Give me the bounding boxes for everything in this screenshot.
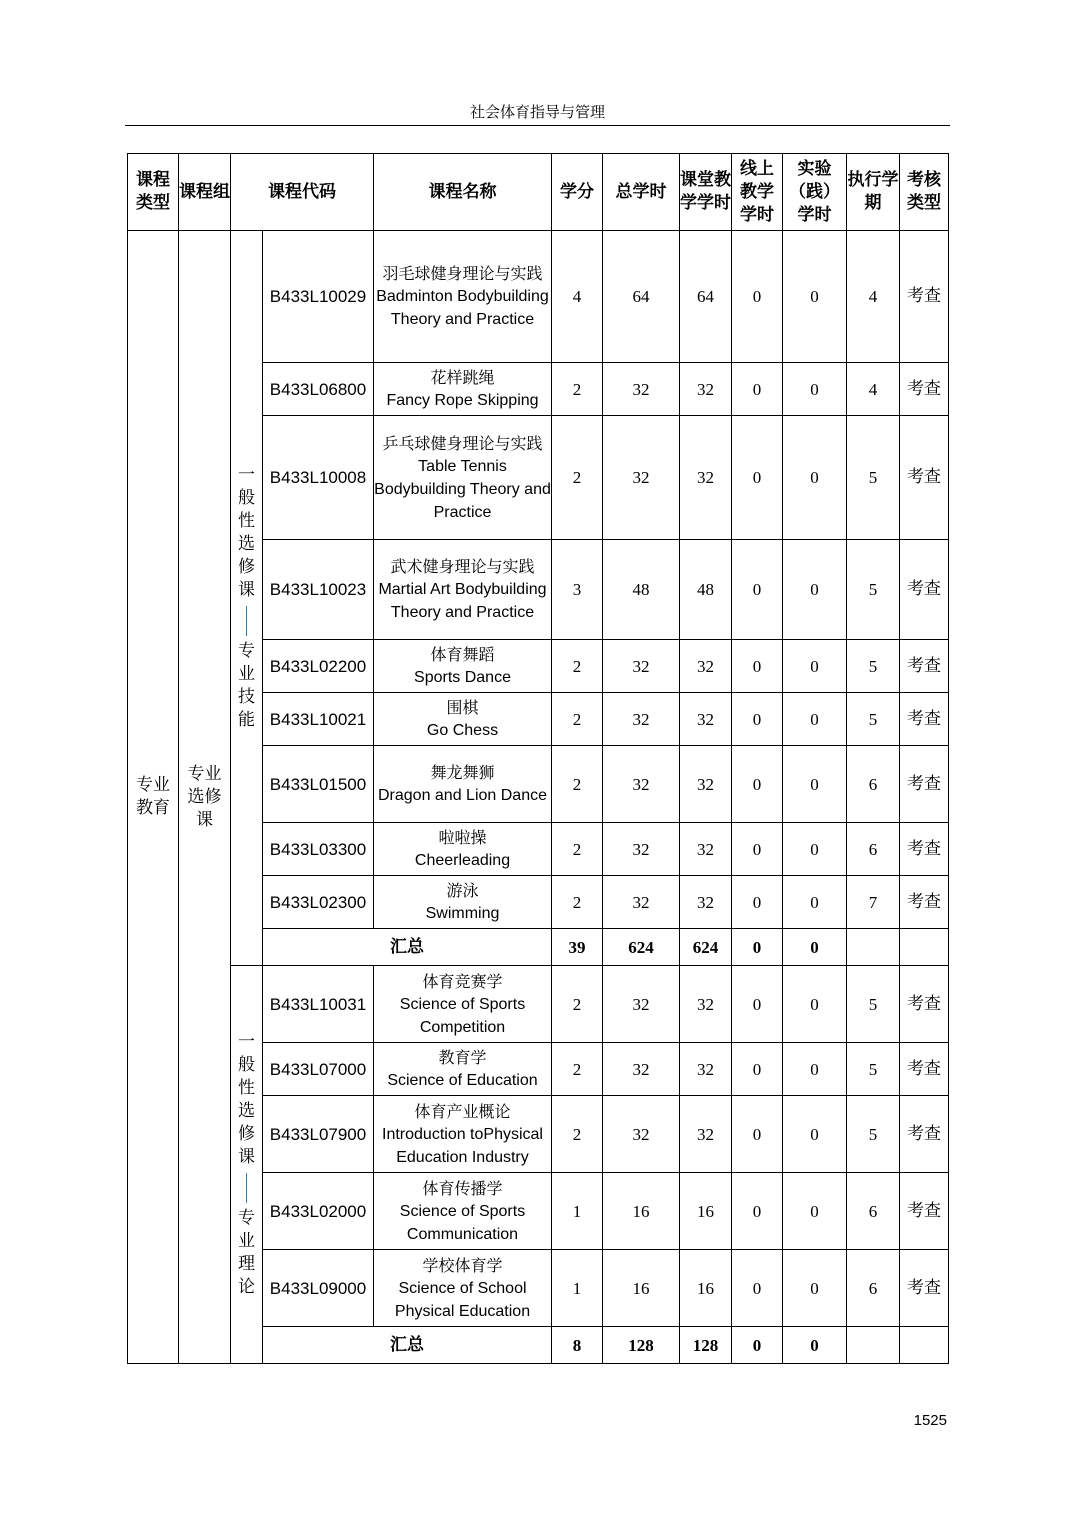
class-hours-cell: 16: [680, 1250, 732, 1327]
course-name-en: Swimming: [425, 905, 500, 922]
course-code: B433L10021: [263, 693, 374, 746]
total-hours-cell: 32: [603, 640, 680, 693]
summary-label: 汇总: [263, 929, 552, 966]
course-name-en: Table Tennis Bodybuilding Theory and Practice: [374, 457, 551, 521]
course-name: [374, 1043, 552, 1096]
class-hours-cell: 64: [680, 231, 732, 363]
summary-credit: 39: [552, 929, 603, 966]
course-group-text: 专业选修课: [187, 763, 222, 830]
course-type-text: 专业教育: [136, 775, 170, 818]
header-semester: 执行学期: [847, 154, 900, 231]
subgroup-divider: [246, 606, 247, 636]
summary-semester-empty: [847, 929, 900, 966]
lab-hours-cell: 0: [783, 416, 847, 540]
course-name-cn: 武术健身理论与实践: [390, 557, 535, 576]
credit-cell: 2: [552, 746, 603, 823]
lab-hours-cell: 0: [783, 1096, 847, 1173]
total-hours-cell: 32: [603, 1096, 680, 1173]
summary-assessment-empty: [900, 1327, 949, 1364]
online-hours-cell: 0: [732, 966, 783, 1043]
course-name: [374, 540, 552, 640]
online-hours-cell: 0: [732, 231, 783, 363]
credit-cell: 2: [552, 693, 603, 746]
course-name: [374, 1096, 552, 1173]
lab-hours-cell: 0: [783, 823, 847, 876]
lab-hours-cell: 0: [783, 640, 847, 693]
semester-cell: 4: [847, 363, 900, 416]
summary-total-hours: 624: [603, 929, 680, 966]
course-name-cn: 体育产业概论: [414, 1101, 511, 1121]
lab-hours-cell: 0: [783, 1173, 847, 1250]
subgroup-divider: [246, 1173, 247, 1203]
online-hours-cell: 0: [732, 416, 783, 540]
class-hours-cell: 32: [680, 746, 732, 823]
online-hours-cell: 0: [732, 640, 783, 693]
semester-cell: 5: [847, 1096, 900, 1173]
semester-cell: 5: [847, 1043, 900, 1096]
header-lab-hours: 实验（践）学时: [783, 154, 847, 231]
course-code: B433L07900: [263, 1096, 374, 1173]
semester-cell: 6: [847, 1173, 900, 1250]
table-row: [128, 966, 949, 1043]
class-hours-cell: 32: [680, 876, 732, 929]
course-name-en: Martial Art Bodybuilding Theory and Practice: [378, 581, 547, 621]
online-hours-cell: 0: [732, 363, 783, 416]
class-hours-cell: 48: [680, 540, 732, 640]
page-number: 1525: [913, 1412, 947, 1429]
credit-cell: 2: [552, 966, 603, 1043]
course-code: B433L01500: [263, 746, 374, 823]
course-name-en: Science of Education: [387, 1072, 538, 1089]
class-hours-cell: 32: [680, 693, 732, 746]
total-hours-cell: 32: [603, 1043, 680, 1096]
course-code: B433L02000: [263, 1173, 374, 1250]
header-row: [128, 154, 949, 231]
table-row: [128, 231, 949, 363]
course-name-cn: 乒乓球健身理论与实践: [382, 433, 543, 453]
assessment-cell: 考查: [900, 693, 949, 746]
header-credit: 学分: [552, 154, 603, 231]
course-name-en: Go Chess: [426, 722, 499, 739]
subgroup-label: [231, 966, 263, 1364]
assessment-cell: 考查: [900, 231, 949, 363]
course-name-en: Badminton Bodybuilding Theory and Practice: [376, 288, 549, 328]
total-hours-cell: 32: [603, 823, 680, 876]
class-hours-cell: 32: [680, 363, 732, 416]
course-name-en: Science of School Physical Education: [394, 1279, 531, 1320]
assessment-cell: 考查: [900, 540, 949, 640]
semester-cell: 5: [847, 416, 900, 540]
course-code: B433L06800: [263, 363, 374, 416]
semester-cell: 6: [847, 823, 900, 876]
course-name-en: Fancy Rope Skipping: [386, 392, 539, 409]
summary-semester-empty: [847, 1327, 900, 1364]
course-name: [374, 640, 552, 693]
credit-cell: 3: [552, 540, 603, 640]
course-name: [374, 823, 552, 876]
assessment-cell: 考查: [900, 1173, 949, 1250]
course-group-cell: [179, 231, 231, 1364]
course-code: B433L03300: [263, 823, 374, 876]
summary-class-hours: 624: [680, 929, 732, 966]
total-hours-cell: 64: [603, 231, 680, 363]
class-hours-cell: 32: [680, 640, 732, 693]
course-name-cn: 学校体育学: [422, 1255, 503, 1275]
subgroup-label-specific: 专业理论: [238, 1207, 255, 1297]
credit-cell: 2: [552, 640, 603, 693]
credit-cell: 4: [552, 231, 603, 363]
lab-hours-cell: 0: [783, 1250, 847, 1327]
lab-hours-cell: 0: [783, 540, 847, 640]
course-code: B433L02200: [263, 640, 374, 693]
total-hours-cell: 48: [603, 540, 680, 640]
total-hours-cell: 16: [603, 1250, 680, 1327]
course-name-cn: 啦啦操: [438, 828, 487, 847]
assessment-cell: 考查: [900, 746, 949, 823]
lab-hours-cell: 0: [783, 876, 847, 929]
assessment-cell: 考查: [900, 1096, 949, 1173]
course-name: [374, 416, 552, 540]
header-total-hours: 总学时: [603, 154, 680, 231]
subgroup-label-specific: 专业技能: [238, 641, 255, 730]
summary-total-hours: 128: [603, 1327, 680, 1364]
credit-cell: 1: [552, 1250, 603, 1327]
course-type-cell: [128, 231, 179, 1364]
course-name-cn: 花样跳绳: [430, 368, 495, 387]
assessment-cell: 考查: [900, 823, 949, 876]
course-name-cn: 羽毛球健身理论与实践: [382, 264, 543, 283]
course-code: B433L07000: [263, 1043, 374, 1096]
total-hours-cell: 32: [603, 746, 680, 823]
course-name: [374, 966, 552, 1043]
summary-online-hours: 0: [732, 929, 783, 966]
course-name-cn: 体育舞蹈: [430, 645, 495, 664]
summary-assessment-empty: [900, 929, 949, 966]
semester-cell: 5: [847, 540, 900, 640]
summary-credit: 8: [552, 1327, 603, 1364]
course-name: [374, 693, 552, 746]
summary-class-hours: 128: [680, 1327, 732, 1364]
total-hours-cell: 32: [603, 966, 680, 1043]
assessment-cell: 考查: [900, 416, 949, 540]
class-hours-cell: 32: [680, 416, 732, 540]
header-course-code: 课程代码: [231, 154, 374, 231]
course-name: [374, 363, 552, 416]
lab-hours-cell: 0: [783, 966, 847, 1043]
online-hours-cell: 0: [732, 1250, 783, 1327]
credit-cell: 2: [552, 363, 603, 416]
credit-cell: 2: [552, 416, 603, 540]
header-online-hours: 线上教学学时: [732, 154, 783, 231]
lab-hours-cell: 0: [783, 231, 847, 363]
assessment-cell: 考查: [900, 966, 949, 1043]
semester-cell: 6: [847, 1250, 900, 1327]
course-name-cn: 教育学: [438, 1048, 487, 1067]
semester-cell: 6: [847, 746, 900, 823]
course-name-en: Science of Sports Competition: [399, 995, 526, 1036]
assessment-cell: 考查: [900, 1250, 949, 1327]
total-hours-cell: 32: [603, 363, 680, 416]
course-table: [127, 153, 949, 1364]
summary-label: 汇总: [263, 1327, 552, 1364]
summary-lab-hours: 0: [783, 929, 847, 966]
course-code: B433L10008: [263, 416, 374, 540]
online-hours-cell: 0: [732, 1173, 783, 1250]
class-hours-cell: 32: [680, 966, 732, 1043]
course-code: B433L02300: [263, 876, 374, 929]
lab-hours-cell: 0: [783, 1043, 847, 1096]
course-name-en: Cheerleading: [414, 852, 511, 869]
running-header: 社会体育指导与管理: [125, 101, 950, 126]
class-hours-cell: 32: [680, 1096, 732, 1173]
total-hours-cell: 16: [603, 1173, 680, 1250]
course-name-en: Science of Sports Communication: [399, 1202, 526, 1243]
header-course-group: 课程组: [179, 154, 231, 231]
course-code: B433L09000: [263, 1250, 374, 1327]
subgroup-label-general: 一般性选修课: [238, 1031, 255, 1167]
summary-lab-hours: 0: [783, 1327, 847, 1364]
course-name-en: Introduction toPhysical Education Industry: [382, 1125, 543, 1166]
course-name-en: Dragon and Lion Dance: [377, 787, 547, 804]
total-hours-cell: 32: [603, 693, 680, 746]
semester-cell: 5: [847, 966, 900, 1043]
course-name-cn: 游泳: [446, 881, 479, 900]
course-name: [374, 1250, 552, 1327]
online-hours-cell: 0: [732, 746, 783, 823]
semester-cell: 5: [847, 693, 900, 746]
class-hours-cell: 16: [680, 1173, 732, 1250]
lab-hours-cell: 0: [783, 746, 847, 823]
course-name-cn: 体育竞赛学: [422, 971, 503, 991]
course-name-cn: 舞龙舞狮: [430, 763, 495, 782]
course-code: B433L10023: [263, 540, 374, 640]
header-class-hours: 课堂教学学时: [680, 154, 732, 231]
course-name-cn: 围棋: [446, 698, 479, 717]
lab-hours-cell: 0: [783, 693, 847, 746]
credit-cell: 1: [552, 1173, 603, 1250]
class-hours-cell: 32: [680, 1043, 732, 1096]
course-name-cn: 体育传播学: [422, 1178, 503, 1198]
assessment-cell: 考查: [900, 640, 949, 693]
online-hours-cell: 0: [732, 693, 783, 746]
summary-online-hours: 0: [732, 1327, 783, 1364]
credit-cell: 2: [552, 823, 603, 876]
assessment-cell: 考查: [900, 876, 949, 929]
online-hours-cell: 0: [732, 1096, 783, 1173]
course-name-en: Sports Dance: [414, 669, 511, 686]
subgroup-label: [231, 231, 263, 966]
course-name: [374, 876, 552, 929]
semester-cell: 7: [847, 876, 900, 929]
total-hours-cell: 32: [603, 416, 680, 540]
header-assessment: 考核类型: [900, 154, 949, 231]
credit-cell: 2: [552, 1096, 603, 1173]
credit-cell: 2: [552, 876, 603, 929]
course-name: [374, 1173, 552, 1250]
online-hours-cell: 0: [732, 823, 783, 876]
assessment-cell: 考查: [900, 363, 949, 416]
online-hours-cell: 0: [732, 876, 783, 929]
header-course-name: 课程名称: [374, 154, 552, 231]
semester-cell: 4: [847, 231, 900, 363]
semester-cell: 5: [847, 640, 900, 693]
course-name: [374, 746, 552, 823]
assessment-cell: 考查: [900, 1043, 949, 1096]
online-hours-cell: 0: [732, 1043, 783, 1096]
lab-hours-cell: 0: [783, 363, 847, 416]
course-code: B433L10029: [263, 231, 374, 363]
total-hours-cell: 32: [603, 876, 680, 929]
subgroup-label-general: 一般性选修课: [238, 465, 255, 600]
credit-cell: 2: [552, 1043, 603, 1096]
header-course-type: 课程类型: [128, 154, 179, 231]
online-hours-cell: 0: [732, 540, 783, 640]
class-hours-cell: 32: [680, 823, 732, 876]
course-code: B433L10031: [263, 966, 374, 1043]
course-name: [374, 231, 552, 363]
